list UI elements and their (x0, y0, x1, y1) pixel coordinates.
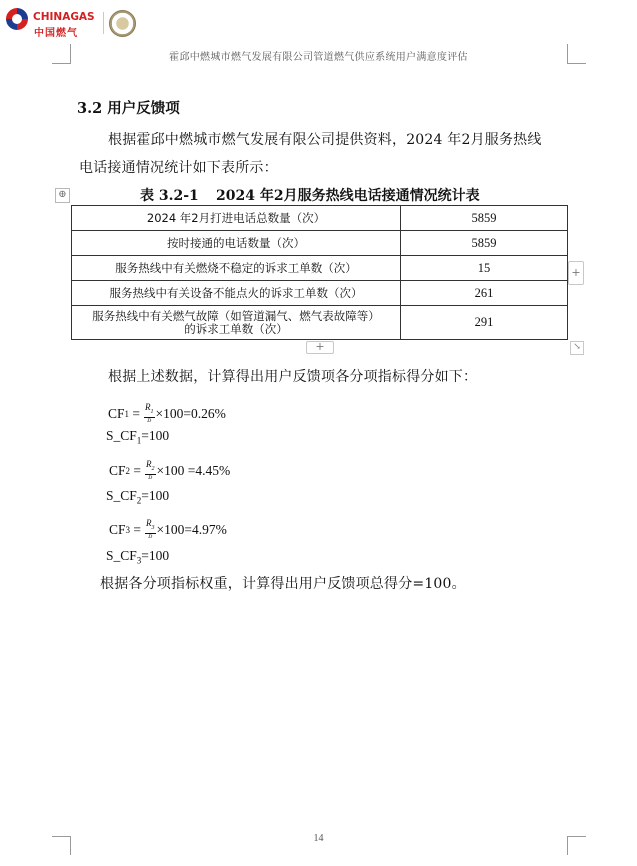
company-logo (6, 8, 126, 38)
formula-name: CF (109, 462, 126, 478)
numerator-sub: 2 (151, 465, 155, 472)
table-row (72, 231, 568, 256)
score-label: S_CF (106, 428, 137, 443)
fraction-numerator (144, 403, 155, 418)
table-row (72, 206, 568, 231)
intro-paragraph-line-2: 电话接通情况统计如下表所示： (79, 160, 278, 176)
add-row-button[interactable]: + (568, 261, 584, 285)
numerator-text: R (146, 459, 152, 469)
score-cf1 (106, 428, 169, 446)
section-heading: 3.2 用户反馈项 (77, 100, 180, 117)
table-resize-handle-icon[interactable]: ↘ (570, 341, 584, 355)
logo-divider (103, 12, 104, 34)
score-sub: 1 (136, 435, 142, 446)
numerator-sub: 1 (150, 408, 154, 415)
calculation-intro: 根据上述数据，计算得出用户反馈项各分项指标得分如下： (108, 369, 478, 385)
table-move-handle-icon[interactable]: ⊕ (55, 188, 70, 203)
fraction-denominator: D (148, 533, 153, 540)
table-cell-value: 5859 (401, 206, 568, 231)
table-cell-label: 2024 年2月打进电话总数量（次） (72, 206, 401, 231)
score-sub: 3 (136, 555, 142, 566)
logo-text-cn: 中国燃气 (34, 28, 78, 39)
formula-fraction (145, 460, 156, 482)
formula-fraction (145, 519, 156, 541)
formula-sub: 1 (124, 408, 130, 419)
table-caption (140, 185, 480, 205)
formula-result: ×100=4.97% (156, 521, 227, 537)
score-label: S_CF (106, 488, 137, 503)
table-cell-value: 291 (401, 306, 568, 340)
total-score-paragraph: 根据各分项指标权重，计算得出用户反馈项总得分=100。 (100, 576, 466, 592)
table-row (72, 281, 568, 306)
running-header: 霍邱中燃城市燃气发展有限公司管道燃气供应系统用户满意度评估 (169, 52, 468, 63)
table-cell-label: 服务热线中有关燃烧不稳定的诉求工单数（次） (72, 256, 401, 281)
formula-sub: 3 (125, 524, 131, 535)
score-sub: 2 (136, 495, 142, 506)
fraction-denominator: D (148, 474, 153, 481)
fraction-denominator: D (147, 417, 152, 424)
table-cell-value: 5859 (401, 231, 568, 256)
table-cell-label: 服务热线中有关设备不能点火的诉求工单数（次） (72, 281, 401, 306)
formula-fraction (144, 403, 155, 425)
crop-mark-top-right (567, 63, 586, 64)
formula-result: ×100=0.26% (155, 405, 226, 421)
add-column-button[interactable]: + (306, 341, 334, 354)
table-cell-value: 15 (401, 256, 568, 281)
formula-name: CF (109, 521, 126, 537)
score-value: =100 (141, 548, 170, 563)
table-cell-label: 按时接通的电话数量（次） (72, 231, 401, 256)
table-row (72, 306, 568, 340)
emblem-seal-icon (109, 10, 136, 37)
formula-cf1: CF 1 = $\frac{R_1}{D}$ ×100=0.26% (108, 402, 226, 424)
table-cell-value: 261 (401, 281, 568, 306)
table-row (72, 256, 568, 281)
fraction-numerator (145, 519, 156, 534)
numerator-text: R (145, 402, 151, 412)
chinagas-ring-logo-icon (6, 8, 28, 30)
crop-mark-top-left (52, 63, 71, 64)
formula-cf2: CF 2 = $\frac{R_2}{D}$ ×100 =4.45% (109, 459, 231, 481)
formula-sub: 2 (125, 465, 131, 476)
score-value: =100 (141, 428, 170, 443)
formula-result: ×100 =4.45% (156, 462, 231, 478)
logo-text-en: CHINAGAS (33, 11, 95, 23)
numerator-sub: 3 (151, 524, 155, 531)
table-caption-number: 表 3.2-1 (140, 188, 199, 204)
formula-cf3: CF 3 = $\frac{R_3}{D}$ ×100=4.97% (109, 518, 227, 540)
hotline-statistics-table (71, 205, 568, 340)
score-cf3 (106, 548, 169, 566)
score-cf2 (106, 488, 169, 506)
page-number: 14 (313, 833, 324, 844)
score-label: S_CF (106, 548, 137, 563)
table-caption-title: 2024 年2月服务热线电话接通情况统计表 (216, 188, 480, 204)
table-cell-label-line-1: 服务热线中有关燃气故障（如管道漏气、燃气表故障等） (92, 308, 380, 323)
intro-paragraph-line-1: 根据霍邱中燃城市燃气发展有限公司提供资料，2024 年2月服务热线 (108, 132, 542, 148)
score-value: =100 (141, 488, 170, 503)
fraction-numerator (145, 460, 156, 475)
formula-name: CF (108, 405, 125, 421)
table-cell-label-line-2: 的诉求工单数（次） (184, 321, 288, 336)
numerator-text: R (146, 518, 152, 528)
table-cell-label (72, 306, 401, 340)
